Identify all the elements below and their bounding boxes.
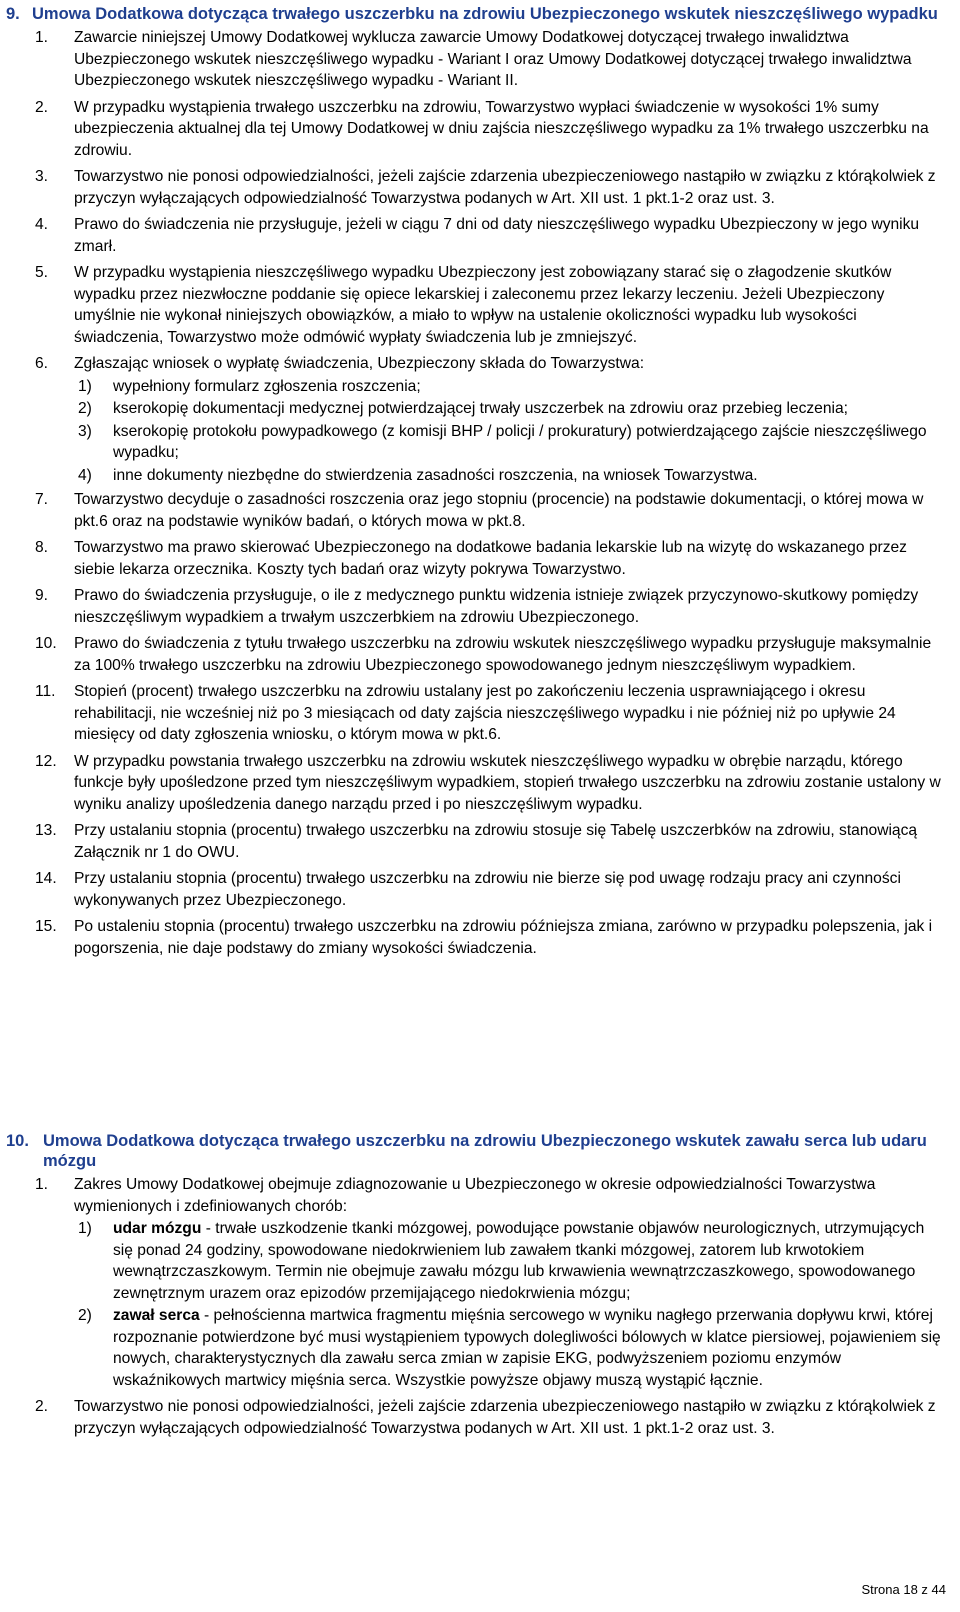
section-title: Umowa Dodatkowa dotycząca trwałego uszczerbku na zdrowiu Ubezpieczonego wskutek nieszczęśliwego wypadku xyxy=(32,5,938,23)
term-stroke: udar mózgu xyxy=(113,1220,202,1237)
list-item: 12. W przypadku powstania trwałego uszczerbku na zdrowiu wskutek nieszczęśliwego wypadku w obrębie narządu, którego funkcje były upośledzone przed tym nieszczęśliwym wypadkiem, stopień trwałego uszczerbku na zdrowiu zostanie ustalony w wyniku analizy upośledzenia danego narządu przed i po nieszczęśliwym wypadku. xyxy=(35,752,941,813)
list-item: 4. Prawo do świadczenia nie przysługuje, jeżeli w ciągu 7 dni od daty nieszczęśliwego wypadku Ubezpieczony w jego wyniku zmarł. xyxy=(35,216,920,255)
list-item: 15. Po ustaleniu stopnia (procentu) trwałego uszczerbku na zdrowiu późniejsza zmiana, zarówno w przypadku polepszenia, jak i pogorszenia, nie daje podstawy do zmiany wysokości świadczenia. xyxy=(35,918,933,957)
list-item: 2. W przypadku wystąpienia trwałego uszczerbku na zdrowiu, Towarzystwo wypłaci świadczenie w wysokości 1% sumy ubezpieczenia aktualnej dla tej Umowy Dodatkowej w dniu zajścia nieszczęśliwego wypadku za 1% trwałego uszczerbku na zdrowiu. xyxy=(35,98,929,159)
list-item: 9. Prawo do świadczenia przysługuje, o ile z medycznego punktu widzenia istnieje związek przyczynowo-skutkowy pomiędzy nieszczęśliwym wypadkiem a trwałym uszczerbkiem na zdrowiu Ubezpieczonego. xyxy=(35,587,919,626)
sub-item: 3) kserokopię protokołu powypadkowego (z komisji BHP / policji / prokuratury) potwierdzającego zajście nieszczęśliwego wypadku; xyxy=(78,422,927,461)
list-item: 7. Towarzystwo decyduje o zasadności roszczenia oraz jego stopniu (procencie) na podstawie dokumentacji, o której mowa w pkt.6 oraz na podstawie wyników badań, o których mowa w pkt.8. xyxy=(35,491,924,530)
list-item: 2. Towarzystwo nie ponosi odpowiedzialności, jeżeli zajście zdarzenia ubezpieczeniowego nastąpiło w związku z którąkolwiek z przyczyn wyłączających odpowiedzialność Towarzystwa podanych w Art. XII ust. 1 pkt.1-2 oraz ust. 3. xyxy=(35,1398,936,1437)
section-heading xyxy=(6,4,942,24)
list-item: 13. Przy ustalaniu stopnia (procentu) trwałego uszczerbku na zdrowiu stosuje się Tabelę uszczerbków na zdrowiu, stanowiącą Załącznik nr 1 do OWU. xyxy=(35,822,918,861)
sub-item: 4) inne dokumenty niezbędne do stwierdzenia zasadności roszczenia, na wniosek Towarzystwa. xyxy=(78,466,758,484)
list-item: 8. Towarzystwo ma prawo skierować Ubezpieczonego na dodatkowe badania lekarskie lub na wizytę do wskazanego przez siebie lekarza orzecznika. Koszty tych badań oraz wizyty pokrywa Towarzystwo. xyxy=(35,539,907,578)
page-number: Strona 18 z 44 xyxy=(861,1582,946,1597)
list-item: 1. Zawarcie niniejszej Umowy Dodatkowej wyklucza zawarcie Umowy Dodatkowej dotyczącej trwałego inwalidztwa Ubezpieczonego wskutek nieszczęśliwego wypadku - Wariant I oraz Umowy Dodatkowej dotyczącej trwałego inwalidztwa Ubezpieczonego wskutek nieszczęśliwego wypadku - Wariant II. xyxy=(35,29,912,89)
section-title: Umowa Dodatkowa dotycząca trwałego uszczerbku na zdrowiu Ubezpieczonego wskutek zawału serca lub udaru mózgu xyxy=(43,1132,927,1170)
sub-item: 2) kserokopię dokumentacji medycznej potwierdzającej trwały uszczerbek na zdrowiu oraz przebieg leczenia; xyxy=(78,400,848,417)
section-number: 9. xyxy=(6,5,20,23)
list-item: 3. Towarzystwo nie ponosi odpowiedzialności, jeżeli zajście zdarzenia ubezpieczeniowego nastąpiło w związku z którąkolwiek z przyczyn wyłączających odpowiedzialność Towarzystwa podanych w Art. XII ust. 1 pkt.1-2 oraz ust. 3. xyxy=(35,168,936,207)
list-item: 5. W przypadku wystąpienia nieszczęśliwego wypadku Ubezpieczony jest zobowiązany starać się o złagodzenie skutków wypadku przez niezwłoczne poddanie się opiece lekarskiej i zaleconemu przez lekarzy leczeniu. Jeżeli Ubezpieczony umyślnie nie wykonał niniejszych obowiązków, a miało to wpływ na ustalenie okoliczności wypadku lub wysokości świadczenia, Towarzystwo może odmówić wypłaty świadczenia lub je zmniejszyć. xyxy=(35,264,892,346)
section-number: 10. xyxy=(6,1132,29,1150)
list-item: 11. Stopień (procent) trwałego uszczerbku na zdrowiu ustalany jest po zakończeniu leczenia usprawniającego i okresu rehabilitacji, nie wcześniej niż po 3 miesiącach od daty zajścia nieszczęśliwego wypadku i nie później niż po upływie 24 miesięcy od daty zgłoszenia wniosku, o którym mowa w pkt.6. xyxy=(35,683,896,743)
section-heading xyxy=(6,1131,942,1171)
sub-item: 1) udar mózgu - trwałe uszkodzenie tkanki mózgowej, powodujące powstanie objawów neurologicznych, utrzymujących się ponad 24 godziny, spowodowane niedokrwieniem lub zawałem tkanki mózgowej, zatorem lub krwotokiem wewnątrzczaszkowym. Termin nie obejmuje zawału mózgu lub krwawienia wewnątrzczaszkowego, spowodowanego zewnętrznym urazem oraz epizodów przemijającego niedokrwienia mózgu; xyxy=(78,1220,925,1302)
sub-item: 2) zawał serca - pełnościenna martwica fragmentu mięśnia sercowego w wyniku nagłego przerwania dopływu krwi, której rozpoznanie potwierdzone być musi wystąpieniem typowych dolegliwości bólowych w klatce piersiowej, pojawieniem się nowych, charakterystycznych dla zawału serca zmian w zapisie EKG, podwyższeniem poziomu enzymów wskaźnikowych martwicy mięśnia serca. Wszystkie powyższe objawy muszą wystąpić łącznie. xyxy=(78,1307,941,1389)
list-item: 10. Prawo do świadczenia z tytułu trwałego uszczerbku na zdrowiu wskutek nieszczęśliwego wypadku przysługuje maksymalnie za 100% trwałego uszczerbku na zdrowiu Ubezpieczonego spowodowanego jednym nieszczęśliwym wypadkiem. xyxy=(35,635,932,674)
sub-item: 1) wypełniony formularz zgłoszenia roszczenia; xyxy=(78,377,421,395)
section-9 xyxy=(6,4,942,959)
list-item: 6. Zgłaszając wniosek o wypłatę świadczenia, Ubezpieczony składa do Towarzystwa: 1) wypełniony formularz zgłoszenia roszczenia; 2) kserokopię dokumentacji medycznej potwierdzającej trwały uszczerbek na zdrowiu oraz przebieg leczenia; 3) kserokopię protokołu powypadkowego (z komisji BHP / policji / prokuratury) potwierdzającego zajście nieszczęśliwego wypadku; 4) inne dokumenty niezbędne do stwierdzenia zasadności roszczenia, na wniosek Towarzystwa. xyxy=(6,353,942,486)
section-10 xyxy=(6,1131,942,1439)
list-item: 1. Zakres Umowy Dodatkowej obejmuje zdiagnozowanie u Ubezpieczonego w okresie odpowiedzialności Towarzystwa wymienionych i zdefiniowanych chorób: 1) udar mózgu - trwałe uszkodzenie tkanki mózgowej, powodujące powstanie objawów neurologicznych, utrzymujących się ponad 24 godziny, spowodowane niedokrwieniem lub zawałem tkanki mózgowej, zatorem lub krwotokiem wewnątrzczaszkowym. Termin nie obejmuje zawału mózgu lub krwawienia wewnątrzczaszkowego, spowodowanego zewnętrznym urazem oraz epizodów przemijającego niedokrwienia mózgu; 2) zawał serca - pełnościenna martwica fragmentu mięśnia sercowego w wyniku nagłego przerwania dopływu krwi, której rozpoznanie potwierdzone być musi wystąpieniem typowych dolegliwości bólowych w klatce piersiowej, pojawieniem się nowych, charakterystycznych dla zawału serca zmian w zapisie EKG, podwyższeniem poziomu enzymów wskaźnikowych martwicy mięśnia serca. Wszystkie powyższe objawy muszą wystąpić łącznie. xyxy=(6,1174,942,1391)
term-heart-attack: zawał serca xyxy=(113,1307,200,1324)
list-item: 14. Przy ustalaniu stopnia (procentu) trwałego uszczerbku na zdrowiu nie bierze się pod uwagę rodzaju pracy ani czynności wykonywanych przez Ubezpieczonego. xyxy=(35,870,901,909)
